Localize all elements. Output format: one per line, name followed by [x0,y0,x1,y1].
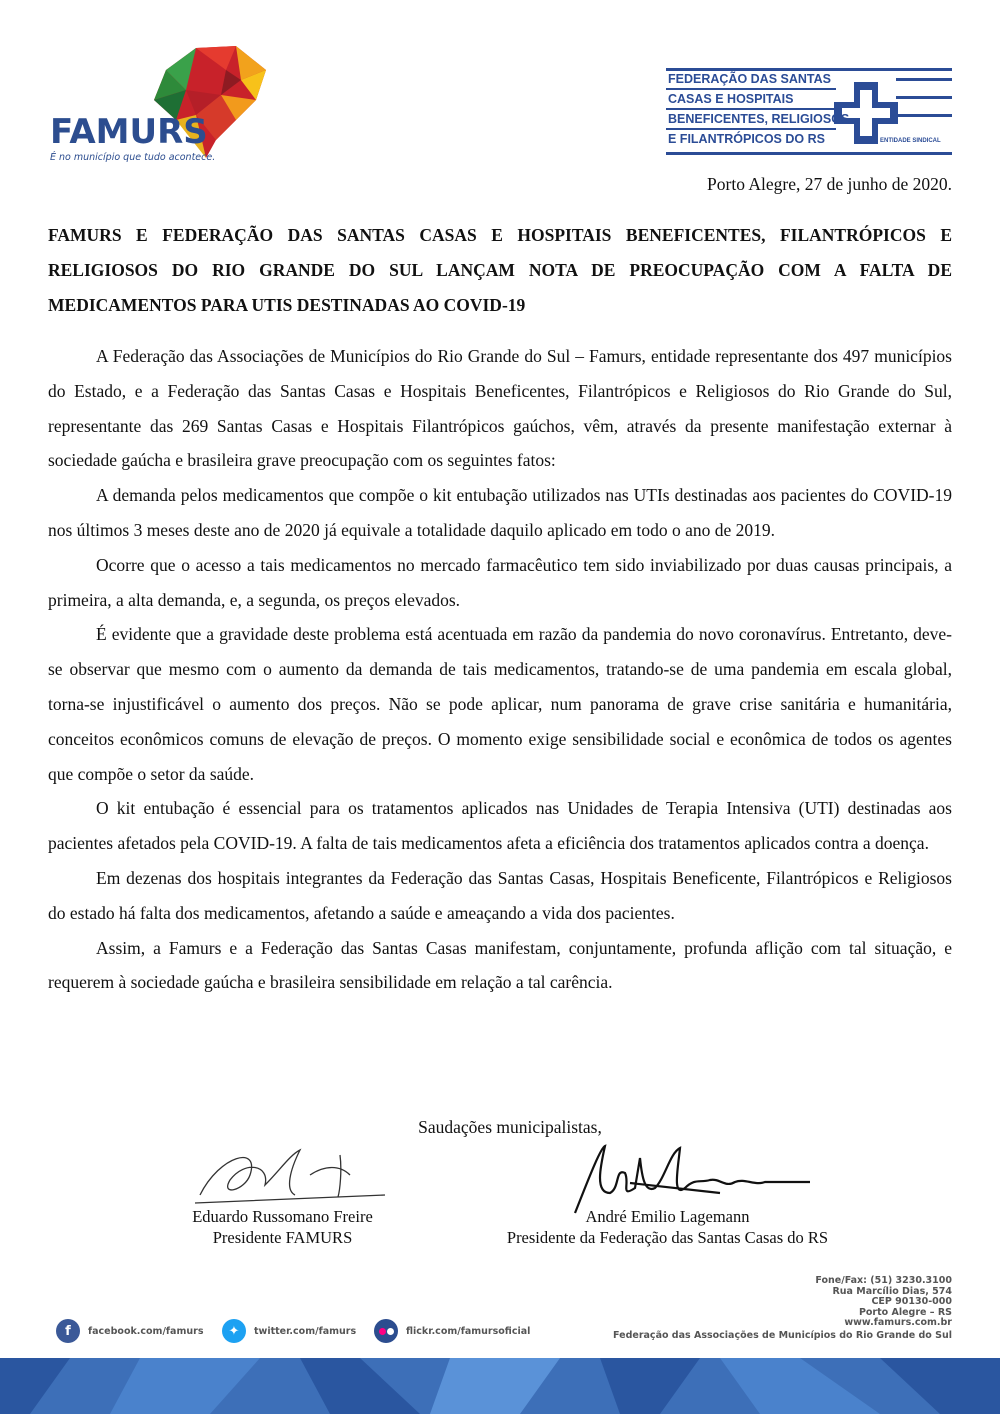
famurs-tagline: É no município que tudo acontece. [50,152,216,163]
twitter-link[interactable] [222,1320,356,1342]
famurs-logo [46,40,276,170]
footer-organization: Federação das Associações de Municípios do Rio Grande do Sul [613,1330,952,1341]
address-line: Fone/Fax: (51) 3230.3100 [815,1275,952,1286]
flickr-link[interactable] [374,1320,530,1342]
twitter-label: twitter.com/famurs [254,1325,357,1337]
federation-line-4: E FILANTRÓPICOS DO RS [668,132,825,146]
federation-line-3: BENEFICENTES, RELIGIOSOS [668,112,850,126]
federation-line-1: FEDERAÇÃO DAS SANTAS [668,72,831,86]
twitter-icon: ✦ [222,1319,246,1343]
footer-band [0,1358,1000,1414]
signature-1-image [190,1135,390,1210]
signatory-role: Presidente da Federação das Santas Casas do RS [506,1228,829,1247]
address-line: CEP 90130-000 [871,1296,952,1307]
website-link[interactable]: www.famurs.com.br [844,1317,952,1328]
federation-line-2: CASAS E HOSPITAIS [668,92,794,106]
document-title: FAMURS E FEDERAÇÃO DAS SANTAS CASAS E HOSPITAIS BENEFICENTES, FILANTRÓPICOS E RELIGIOSOS DO RIO GRANDE DO SUL LANÇAM NOTA DE PREOCUPAÇÃO COM A FALTA DE MEDICAMENTOS PARA UTIS DESTINADAS AO COVID-19 [48,225,952,315]
signatory-1 [150,1206,415,1248]
famurs-wordmark: FAMURS [50,112,208,152]
document-body [48,339,952,1000]
federation-logo [666,68,952,156]
paragraph: Ocorre que o acesso a tais medicamentos no mercado farmacêutico tem sido inviabilizado por duas causas principais, a primeira, a alta demanda, e, a segunda, os preços elevados. [48,554,952,610]
facebook-link[interactable] [56,1320,203,1342]
paragraph: Em dezenas dos hospitais integrantes da Federação das Santas Casas, Hospitais Beneficente, Filantrópicos e Religiosos do estado há falta dos medicamentos, afetando a saúde e ameaçando a vida dos pacientes. [48,867,952,923]
paragraph: O kit entubação é essencial para os tratamentos aplicados nas Unidades de Terapia Intensiva (UTI) destinadas aos pacientes afetados pela COVID-19. A falta de tais medicamentos afeta a eficiência dos tratamentos aplicados contra a doença. [48,798,952,854]
paragraph: Assim, a Famurs e a Federação das Santas Casas manifestam, conjuntamente, profunda aflição com tal situação, e requerem à sociedade gaúcha e brasileira sensibilidade em relação a tal carência. [48,937,952,993]
signatory-role: Presidente FAMURS [212,1228,353,1247]
facebook-label: facebook.com/famurs [88,1325,204,1337]
paragraph: A demanda pelos medicamentos que compõe o kit entubação utilizados nas UTIs destinadas aos pacientes do COVID-19 nos últimos 3 meses deste ano de 2020 já equivale a totalidade daquilo aplicado em todo o ano de 2019. [48,485,952,540]
flickr-label: flickr.com/famursoficial [406,1325,531,1337]
document-date: Porto Alegre, 27 de junho de 2020. [707,174,952,194]
signatory-2 [470,1206,865,1248]
signatory-name: Eduardo Russomano Freire [192,1207,373,1226]
signatory-name: André Emilio Lagemann [585,1207,750,1226]
paragraph: É evidente que a gravidade deste problema está acentuada em razão da pandemia do novo coronavírus. Entretanto, deve-se observar que mesmo com o aumento da demanda de tais medicamentos, tratando-se de uma pandemia em escala global, torna-se injustificável o aumento dos preços. Não se pode aplicar, num panorama de grave crise sanitária e humanitária, conceitos econômicos comuns de elevação de preços. O momento exige sensibilidade social e econômica de todos os agentes que compõe o setor da saúde. [48,624,952,784]
federation-small-label: ENTIDADE SINDICAL [880,138,941,144]
address-line: Rua Marcílio Dias, 574 [832,1285,952,1297]
facebook-icon: f [56,1319,80,1343]
greeting: Saudações municipalistas, [418,1117,602,1137]
address-line: Porto Alegre – RS [858,1306,952,1318]
flickr-icon [374,1319,398,1343]
paragraph: A Federação das Associações de Municípios do Rio Grande do Sul – Famurs, entidade representante dos 497 municípios do Estado, e a Federação das Santas Casas e Hospitais Beneficentes, Filantrópicos e Religiosos do Rio Grande do Sul, representante das 269 Santas Casas e Hospitais Filantrópicos gaúchos, vêm, através da presente manifestação externar à sociedade gaúcha e brasileira grave preocupação com os seguintes fatos: [48,346,952,471]
footer-address [815,1276,952,1329]
